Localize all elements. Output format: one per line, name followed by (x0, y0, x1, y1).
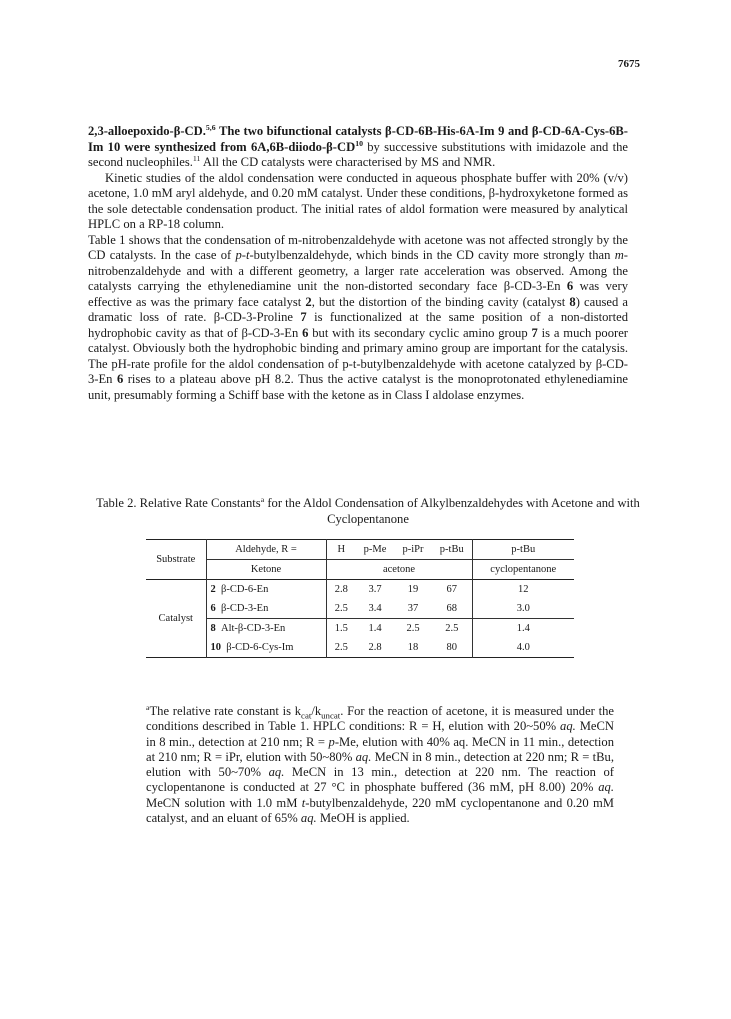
catalyst-row-name (206, 580, 326, 600)
footnote-italic: aq. (268, 765, 285, 780)
body-text (88, 124, 628, 403)
p1-ref-d: 10 (355, 138, 363, 148)
footnote-italic: t (301, 795, 306, 810)
paragraph-3 (88, 233, 628, 404)
p1-num-c: 10 (107, 139, 121, 154)
footnote-text (146, 704, 614, 826)
p3-text-e: , but the distortion of the binding cavity (catalyst (311, 294, 570, 309)
paragraph-1 (88, 124, 628, 171)
table-footnote (146, 704, 614, 826)
paragraph-2: Kinetic studies of the aldol condensation were conducted in aqueous phosphate buffer with 20% (v/v) acetone, 1.0 mM aryl aldehyde, and 0.20 mM catalyst. Under these conditions, β-hydroxyketone formed as the sole detectable condensation product. The initial rates of aldol formation were measured by analytical HPLC on a RP-18 column. (88, 170, 628, 231)
p1-ref-a: 5,6 (205, 122, 216, 132)
p1-text-b: The two bifunctional catalysts β-CD-6B-His-6A-Im (215, 124, 499, 138)
p3-ital-a: p-t (235, 248, 250, 262)
p3-text-b: -butylbenzaldehyde, which binds in the CD cavity more strongly than (249, 248, 615, 262)
p1-text-d: were synthesized from 6A,6B-diiodo-β-CD (120, 139, 356, 154)
p3-ital-b: m (614, 248, 624, 262)
footnote-sub: cat (301, 710, 312, 721)
footnote-part: -Me, elution with 40% aq. MeCN in 11 min., detection at 210 nm; R = iPr, elution with 50~80% (146, 734, 614, 764)
footnote-sub: uncat (321, 710, 341, 721)
header-aldehyde-2: p-iPr (402, 544, 424, 555)
footnote-part: MeOH is applied. (316, 811, 410, 826)
table-cell: 80 (446, 642, 457, 653)
p1-text-c: and β-CD-6A-Cys-6B-Im (88, 124, 628, 154)
table-cell: 2.5 (326, 599, 356, 619)
footnote-italic: aq. (355, 749, 372, 764)
table-cell: 18 (407, 642, 419, 653)
header-aldehyde-1: p-Me (363, 544, 387, 555)
p3-text-g: is functionalized at the same position of a non-distorted hydrophobic cavity as that of β-CD-3-En (88, 310, 628, 340)
catalyst-name: β-CD-3-En (221, 603, 269, 614)
table-cell: 1.4 (472, 619, 574, 639)
table-cell: 4.0 (472, 638, 574, 658)
footnote-italic: p (328, 734, 335, 749)
catalyst-number: 6 (210, 603, 216, 614)
footnote-part: MeCN in 13 min., detection at 220 nm. The reaction of cyclopentanone is conducted at 27 °C in phosphate buffered (36 mM, pH 8.00) 20% (146, 765, 615, 795)
p1-num-b: 9 (498, 124, 505, 138)
footnote-italic: aq. (598, 780, 614, 795)
caption-text-b: for the Aldol Condensation of Alkylbenzaldehydes with Acetone and with Cyclopentanone (264, 496, 640, 526)
table-cell: 2.5 (326, 638, 356, 658)
header-aldehyde-4: p-tBu (472, 540, 574, 560)
table-cell: 2.8 (368, 642, 382, 653)
catalyst-number: 10 (210, 642, 221, 653)
p1-ref-e: 11 (192, 153, 201, 163)
table-cell: 2.5 (394, 619, 432, 639)
table-cell: 12 (472, 580, 574, 600)
footnote-italic: aq. (560, 719, 576, 734)
p3-num-f: 7 (300, 310, 307, 324)
footnote-part: MeCN solution with 1.0 mM (146, 795, 302, 810)
p3-num-g: 6 (302, 325, 309, 340)
catalyst-name: Alt-β-CD-3-En (221, 623, 286, 634)
catalyst-row-name (206, 638, 326, 658)
table-cell: 67 (446, 584, 457, 595)
footnote-part: . For the reaction of acetone, it is measured under the conditions described in Table 1. HPLC conditions: R = H, elution with 20~50% (146, 704, 614, 734)
table-cell: 2.5 (432, 619, 472, 639)
ketone-acetone: acetone (326, 560, 472, 580)
header-aldehyde-0: H (326, 540, 356, 560)
p3-text-d: was very effective as was the primary face catalyst (88, 279, 628, 309)
table-cell: 1.5 (326, 619, 356, 639)
table-cell: 2.8 (326, 580, 356, 600)
footnote-part: The relative rate constant is k (149, 704, 302, 718)
p3-num-i: 6 (116, 372, 124, 386)
table-cell: 19 (407, 584, 419, 595)
page-number: 7675 (618, 58, 640, 70)
p3-text-i: is a much poorer catalyst. Obviously both the hydrophobic binding and primary amino group are important for the catalysis. The pH-rate profile for the aldol condensation of p-t-butylbenzaldehyde with acetone catalyzed by β-CD-3-En (88, 325, 628, 386)
caption-footnote-mark: a (260, 494, 265, 504)
table-cell: 3.4 (368, 603, 382, 614)
ketone-label: Ketone (206, 560, 326, 580)
table-cell: 3.0 (472, 599, 574, 619)
p1-text-a: 2,3-alloepoxido-β-CD. (88, 124, 206, 138)
p3-text-h: but with its secondary cyclic amino group (308, 325, 532, 340)
table-cell: 3.7 (368, 584, 382, 595)
footnote-mark: a (146, 702, 150, 712)
table-cell: 68 (446, 603, 457, 614)
footnote-part: MeCN in 8 min., detection at 220 nm; R = tBu, elution with 50~70% (146, 749, 615, 780)
catalyst-name: β-CD-6-En (221, 584, 269, 595)
catalyst-name: β-CD-6-Cys-Im (226, 642, 294, 653)
table-cell: 37 (407, 603, 419, 614)
p3-num-e: 8 (569, 294, 576, 309)
p1-text-e: by successive substitutions with imidazole and the second nucleophiles. (88, 139, 628, 169)
table-cell: 1.4 (356, 619, 394, 639)
p3-text-a: Table 1 shows that the condensation of m-nitrobenzaldehyde with acetone was not affected strongly by the CD catalysts. In the case of (88, 232, 628, 262)
p3-num-d: 2 (305, 294, 312, 309)
p3-num-c: 6 (566, 279, 574, 293)
p3-text-f: ) caused a dramatic loss of rate. β-CD-3-Proline (88, 294, 628, 324)
p1-text-f: All the CD catalysts were characterised by MS and NMR. (200, 155, 496, 169)
catalyst-row-name (206, 619, 326, 639)
catalyst-label: Catalyst (158, 613, 193, 624)
catalyst-row-name (206, 599, 326, 619)
rate-table (146, 539, 574, 658)
header-aldehyde-3: p-tBu (439, 544, 464, 555)
ketone-cyclopentanone: cyclopentanone (472, 560, 574, 580)
catalyst-number: 2 (210, 584, 216, 595)
p3-text-c: -nitrobenzaldehyde and with a different geometry, a larger rate acceleration was observed. Among the catalysts carrying the ethylenediamine unit the non-distorted secondary face β-CD-3-En (88, 248, 628, 293)
p3-text-j: rises to a plateau above pH 8.2. Thus the active catalyst is the monoprotonated ethylenediamine unit, presumably forming a Schiff base with the ketone as in Class I aldolase enzymes. (88, 372, 628, 402)
footnote-part: MeCN in 8 min., detection at 210 nm; R = (146, 719, 614, 749)
substrate-label: Substrate (156, 554, 196, 565)
p3-num-h: 7 (531, 325, 538, 340)
footnote-italic: aq. (300, 811, 317, 826)
aldehyde-label: Aldehyde, R = (206, 540, 326, 560)
caption-text-a: Table 2. Relative Rate Constants (96, 496, 261, 510)
catalyst-number: 8 (210, 623, 216, 634)
table-caption (88, 496, 648, 527)
footnote-part: -butylbenzaldehyde, 220 mM cyclopentanone and 0.20 mM catalyst, and an eluant of 65% (146, 795, 614, 826)
footnote-part: /k (311, 704, 322, 718)
